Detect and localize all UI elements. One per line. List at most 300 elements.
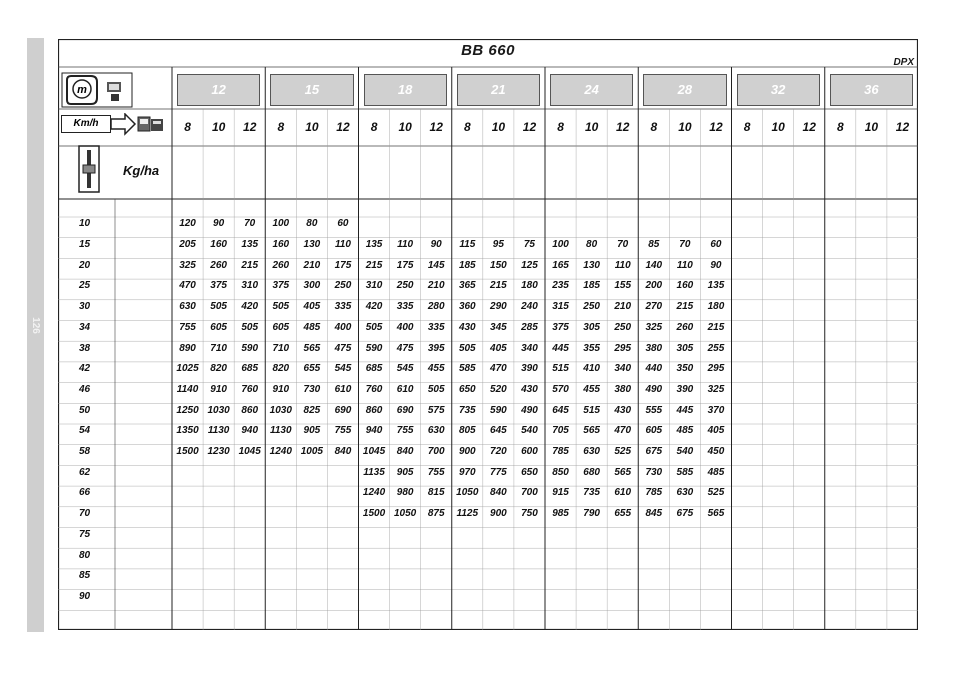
rate-value: 375 [552,321,569,333]
rate-value: 90 [430,239,442,250]
working-width-header: 15 [270,74,353,106]
rate-value: 610 [614,487,632,499]
row-label: 62 [78,466,91,478]
rate-value: 755 [427,466,445,478]
rate-value: 490 [645,383,663,395]
rate-value: 345 [490,321,507,333]
rate-value: 180 [521,280,538,292]
rate-value: 630 [583,446,600,457]
rate-value: 1140 [176,383,199,395]
rate-value: 1130 [270,425,292,437]
rate-value: 90 [213,218,225,230]
rate-value: 95 [492,239,504,250]
rate-value: 600 [521,446,538,457]
speed-header: 8 [836,120,844,134]
rate-value: 235 [552,280,569,292]
rate-value: 545 [396,363,414,375]
rate-value: 335 [427,321,445,333]
rate-value: 260 [210,259,227,271]
rate-value: 390 [521,363,538,375]
rate-value: 540 [521,425,538,437]
rate-value: 120 [179,218,196,230]
rate-value: 310 [365,280,383,292]
seeder-meter-icon [61,72,133,108]
rate-value: 445 [676,404,694,416]
rate-value: 565 [614,466,632,478]
rate-value: 840 [396,446,414,457]
rate-value: 605 [210,321,227,333]
row-label: 54 [78,425,91,437]
rate-value: 815 [427,487,445,499]
rate-value: 755 [179,321,196,333]
rate-value: 110 [334,239,351,250]
rate-value: 145 [427,259,445,271]
rate-value: 705 [552,425,569,437]
rate-value: 505 [272,301,290,313]
speed-header: 12 [709,120,723,134]
working-width-header: 24 [550,74,633,106]
rate-value: 325 [179,259,196,271]
speed-header: 10 [211,120,226,134]
rate-value: 850 [552,466,569,478]
rate-value: 755 [334,425,352,437]
rate-value: 605 [272,321,290,333]
rate-value: 160 [210,239,227,250]
rate-value: 490 [521,404,538,416]
rate-value: 210 [303,259,321,271]
speed-header: 10 [398,120,412,134]
rate-value: 75 [523,239,535,250]
rate-value: 130 [583,259,600,271]
rate-value: 985 [552,508,569,520]
speed-header: 12 [243,120,257,134]
rate-value: 400 [396,321,414,333]
working-width-header: 21 [457,74,540,106]
rate-value: 890 [179,342,196,354]
rate-value: 375 [272,280,290,292]
rate-value: 825 [303,404,321,416]
working-width-header: 36 [830,74,913,106]
rate-value: 650 [458,383,476,395]
rate-value: 340 [614,363,632,375]
row-label: 50 [78,404,91,416]
rate-value: 125 [521,259,538,271]
rate-value: 690 [396,404,414,416]
rate-value: 70 [617,239,629,250]
speed-header: 8 [463,120,471,134]
rate-value: 875 [427,508,445,520]
rate-value: 210 [427,280,445,292]
rate-value: 735 [458,404,476,416]
rate-value: 110 [676,259,693,271]
table-title: BB 660 [461,42,515,59]
rate-value: 150 [490,259,507,271]
arrow-tractor-icon [111,113,167,137]
rate-value: 520 [490,383,507,395]
rate-value: 455 [427,363,445,375]
speed-unit-label: Km/h [61,115,111,133]
rate-value: 250 [334,280,352,292]
rate-value: 645 [552,404,569,416]
rate-value: 565 [303,342,321,354]
rate-value: 1050 [456,487,479,499]
rate-value: 630 [676,487,694,499]
rate-value: 110 [397,239,414,250]
rate-value: 785 [645,487,663,499]
rate-value: 605 [645,425,663,437]
rate-value: 1130 [207,425,230,437]
rate-value: 335 [334,301,352,313]
rate-value: 730 [645,466,663,478]
rate-value: 380 [614,383,632,395]
rate-value: 215 [676,301,694,313]
rate-value: 860 [241,404,259,416]
rate-value: 565 [583,425,600,437]
rate-value: 440 [645,363,663,375]
rate-value: 505 [241,321,259,333]
rate-value: 250 [396,280,414,292]
rate-value: 80 [586,239,598,250]
rate-value: 215 [241,259,259,271]
rate-value: 85 [648,239,660,250]
rate-value: 215 [707,321,725,333]
rate-value: 110 [614,259,631,271]
rate-value: 900 [490,508,507,520]
rate-value: 180 [707,301,725,313]
page-number: 126 [30,317,41,334]
rate-value: 735 [583,487,600,499]
rate-value: 135 [707,280,725,292]
rate-value: 905 [303,425,321,437]
rate-value: 475 [334,342,352,354]
rate-value: 1250 [176,404,199,416]
rate-value: 1135 [363,466,385,478]
rate-value: 515 [552,363,569,375]
rate-value: 295 [614,342,632,354]
rate-value: 720 [490,446,507,457]
rate-value: 475 [396,342,414,354]
rate-value: 755 [396,425,414,437]
rate-value: 545 [334,363,352,375]
rate-unit-label: Kg/ha [123,163,160,178]
rate-value: 785 [552,446,569,457]
row-label: 10 [78,218,91,230]
rate-value: 1350 [176,425,199,437]
rate-value: 420 [365,301,383,313]
working-width-header: 12 [177,74,260,106]
rate-value: 135 [365,239,383,250]
row-label: 42 [78,363,91,375]
rate-value: 760 [241,383,259,395]
rate-value: 185 [583,280,600,292]
rate-value: 60 [337,218,349,230]
rate-value: 1230 [207,446,230,457]
working-width-header: 18 [364,74,447,106]
rate-value: 290 [490,301,507,313]
rate-value: 710 [272,342,290,354]
speed-unit-box [61,113,167,137]
rate-value: 305 [583,321,600,333]
rate-value: 175 [396,259,414,271]
rate-value: 505 [427,383,445,395]
rate-value: 690 [334,404,352,416]
rate-value: 1125 [456,508,479,520]
rate-value: 515 [583,404,600,416]
rate-value: 940 [241,425,259,437]
rate-value: 390 [676,383,694,395]
rate-value: 820 [272,363,290,375]
speed-header: 12 [429,120,443,134]
rate-value: 360 [458,301,476,313]
rate-value: 210 [614,301,632,313]
speed-header: 10 [491,120,506,134]
rate-value: 280 [427,301,445,313]
speed-header: 8 [743,120,751,134]
table-subtitle: DPX [893,57,914,68]
speed-header: 12 [336,120,350,134]
speed-header: 12 [522,120,537,134]
rate-value: 485 [707,466,725,478]
rate-value: 675 [676,508,694,520]
rate-value: 760 [365,383,383,395]
rate-value: 205 [179,239,196,250]
row-label: 15 [78,239,91,250]
rate-value: 445 [552,342,569,354]
rate-value: 175 [334,259,352,271]
rate-value: 260 [676,321,694,333]
rate-value: 650 [521,466,538,478]
rate-value: 730 [303,383,321,395]
rate-value: 410 [583,363,600,375]
rate-value: 540 [676,446,694,457]
speed-header: 8 [370,120,378,134]
rate-table [58,39,918,630]
row-label: 80 [78,549,91,561]
rate-value: 675 [645,446,663,457]
rate-value: 860 [365,404,383,416]
rate-value: 710 [210,342,227,354]
rate-value: 905 [396,466,414,478]
rate-value: 585 [458,363,476,375]
rate-value: 685 [241,363,259,375]
rate-value: 470 [614,425,632,437]
rate-value: 380 [645,342,663,354]
rate-value: 255 [707,342,725,354]
row-label: 38 [78,342,91,354]
rate-value: 590 [490,404,507,416]
speed-header: 8 [650,120,658,134]
rate-value: 285 [521,321,538,333]
rate-value: 585 [676,466,694,478]
rate-value: 575 [427,404,445,416]
row-label: 25 [78,280,91,292]
rate-value: 335 [396,301,414,313]
rate-value: 450 [707,446,725,457]
side-strip [27,38,44,632]
rate-value: 165 [552,259,569,271]
rate-value: 295 [707,363,725,375]
rate-value: 820 [210,363,227,375]
rate-value: 250 [583,301,600,313]
rate-value: 1500 [176,446,199,457]
rate-value: 260 [272,259,290,271]
rate-value: 405 [707,425,725,437]
rate-value: 900 [458,446,476,457]
rate-value: 805 [458,425,476,437]
rate-value: 470 [179,280,196,292]
rate-value: 505 [365,321,383,333]
rate-value: 840 [334,446,352,457]
rate-value: 1050 [393,508,417,520]
rate-value: 100 [552,239,569,250]
rate-value: 370 [707,404,725,416]
rate-value: 1240 [362,487,386,499]
rate-value: 455 [583,383,600,395]
rate-value: 395 [427,342,445,354]
rate-value: 160 [272,239,290,250]
rate-value: 590 [241,342,259,354]
rate-value: 775 [490,466,507,478]
rate-value: 185 [458,259,476,271]
speed-header: 10 [864,120,879,134]
speed-header: 10 [771,120,785,134]
rate-value: 910 [210,383,227,395]
rate-value: 270 [645,301,663,313]
rate-value: 70 [679,239,691,250]
rate-value: 400 [334,321,352,333]
rate-value: 655 [614,508,632,520]
speed-header: 10 [678,120,692,134]
rate-value: 970 [458,466,476,478]
rate-value: 630 [179,301,196,313]
rate-value: 350 [676,363,694,375]
rate-value: 115 [459,239,476,250]
rate-value: 420 [241,301,259,313]
rate-value: 160 [676,280,694,292]
rate-value: 80 [306,218,318,230]
row-label: 46 [78,383,91,395]
rate-value: 315 [552,301,569,313]
rate-value: 790 [583,508,600,520]
speed-header: 10 [305,120,319,134]
rate-value: 685 [365,363,383,375]
speed-header: 8 [557,120,564,134]
rate-value: 845 [645,508,663,520]
rate-value: 505 [458,342,476,354]
rate-value: 310 [241,280,259,292]
row-label: 58 [78,446,91,457]
rate-value: 135 [241,239,259,250]
rate-value: 505 [210,301,227,313]
row-label: 90 [78,590,91,602]
rate-value: 655 [303,363,321,375]
rate-value: 940 [365,425,383,437]
rate-value: 430 [521,383,538,395]
rate-value: 610 [334,383,352,395]
rate-value: 200 [645,280,663,292]
row-label: 66 [78,487,91,499]
rate-value: 430 [458,321,476,333]
rate-value: 215 [365,259,383,271]
svg-text:m: m [77,84,87,96]
rate-value: 430 [614,404,632,416]
speed-header: 12 [895,120,910,134]
rate-value: 140 [645,259,663,271]
rate-value: 405 [490,342,507,354]
rate-value: 565 [707,508,725,520]
rate-value: 355 [583,342,600,354]
row-label: 85 [78,570,91,582]
rate-value: 485 [676,425,694,437]
rate-value: 90 [710,259,722,271]
rate-value: 70 [244,218,256,230]
row-label: 70 [78,508,91,520]
rate-value: 485 [303,321,321,333]
rate-value: 155 [614,280,632,292]
rate-value: 1030 [269,404,292,416]
rate-value: 700 [521,487,538,499]
rate-value: 325 [645,321,663,333]
row-label: 34 [78,321,91,333]
rate-value: 915 [552,487,569,499]
rate-value: 470 [490,363,507,375]
rate-value: 590 [365,342,383,354]
rate-value: 630 [427,425,445,437]
row-label: 75 [78,528,91,540]
rate-value: 1030 [207,404,230,416]
rate-value: 610 [396,383,414,395]
working-width-header: 28 [643,74,726,106]
rate-value: 680 [583,466,600,478]
rate-slider-icon [78,145,100,193]
rate-value: 1045 [362,446,386,457]
rate-value: 645 [490,425,507,437]
rate-value: 980 [396,487,414,499]
rate-value: 1025 [176,363,199,375]
rate-value: 1045 [238,446,261,457]
speed-header: 12 [802,120,816,134]
rate-value: 250 [614,321,632,333]
rate-value: 365 [458,280,476,292]
rate-value: 60 [710,239,722,250]
rate-value: 700 [427,446,445,457]
rate-value: 570 [552,383,569,395]
speed-header: 8 [184,120,191,134]
rate-value: 525 [614,446,632,457]
row-label: 30 [78,301,91,313]
rate-value: 1005 [300,446,323,457]
rate-value: 1240 [269,446,292,457]
rate-value: 375 [210,280,227,292]
rate-value: 910 [272,383,290,395]
rate-value: 325 [707,383,725,395]
rate-value: 840 [490,487,507,499]
working-width-header: 32 [737,74,820,106]
rate-value: 130 [303,239,321,250]
rate-value: 215 [490,280,507,292]
rate-value: 555 [645,404,663,416]
row-label: 20 [78,259,91,271]
rate-value: 525 [707,487,725,499]
rate-value: 750 [521,508,538,520]
rate-value: 300 [303,280,321,292]
rate-value: 1500 [362,508,386,520]
rate-value: 305 [676,342,694,354]
rate-value: 240 [521,301,538,313]
rate-value: 340 [521,342,538,354]
speed-header: 12 [616,120,630,134]
rate-value: 100 [272,218,290,230]
